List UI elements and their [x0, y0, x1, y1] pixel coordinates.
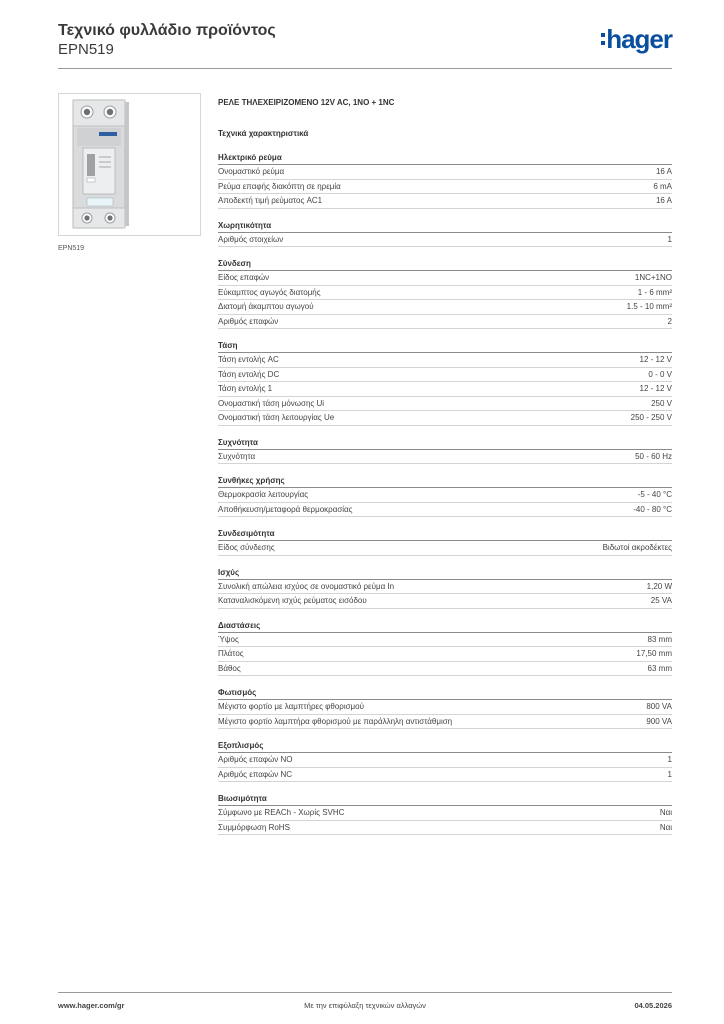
footer-notice: Με την επιφύλαξη τεχνικών αλλαγών — [304, 1001, 426, 1010]
spec-value: 1.5 - 10 mm² — [626, 302, 672, 311]
spec-section — [218, 686, 672, 729]
spec-row — [218, 271, 672, 286]
spec-value: 1 — [667, 234, 672, 244]
spec-row — [218, 753, 672, 768]
spec-section — [218, 619, 672, 677]
spec-section — [218, 527, 672, 556]
spec-row — [218, 300, 672, 315]
spec-value: 12 - 12 V — [639, 355, 672, 364]
spec-label: Συμμόρφωση RoHS — [218, 822, 290, 832]
page-header — [58, 20, 672, 69]
spec-label: Ονομαστική τάση λειτουργίας Ue — [218, 413, 335, 422]
image-caption: EPN519 — [58, 245, 85, 252]
spec-row — [218, 594, 672, 609]
spec-label: Ρεύμα επαφής διακόπτη σε ηρεμία — [218, 181, 341, 191]
contactor-device-icon — [59, 94, 200, 235]
spec-label: Τάση εντολής AC — [218, 355, 279, 364]
spec-row — [218, 821, 672, 836]
spec-row — [218, 382, 672, 397]
spec-value: 16 A — [655, 196, 672, 205]
section-title: Ηλεκτρικό ρεύμα — [218, 151, 672, 165]
spec-row — [218, 353, 672, 368]
spec-label: Θερμοκρασία λειτουργίας — [218, 490, 309, 499]
spec-row — [218, 450, 672, 465]
spec-label: Διατομή άκαμπτου αγωγού — [218, 302, 314, 311]
section-title: Συνθήκες χρήσης — [218, 474, 672, 488]
spec-label: Αποδεκτή τιμή ρεύματος AC1 — [218, 196, 323, 205]
spec-sections — [218, 151, 672, 835]
spec-row — [218, 503, 672, 518]
spec-value: 900 VA — [646, 716, 672, 726]
spec-section — [218, 739, 672, 782]
spec-label: Μέγιστο φορτίο με λαμπτήρες φθορισμού — [218, 702, 364, 711]
spec-row — [218, 647, 672, 662]
spec-value: 1 — [667, 769, 672, 779]
spec-row — [218, 700, 672, 715]
product-code: EPN519 — [58, 41, 114, 58]
spec-row — [218, 286, 672, 301]
spec-label: Βάθος — [218, 663, 241, 673]
spec-value: 16 A — [655, 167, 672, 176]
spec-value: 50 - 60 Hz — [635, 451, 672, 461]
spec-label: Αριθμός επαφών NC — [218, 769, 293, 779]
spec-value: 1 - 6 mm² — [637, 287, 672, 297]
spec-value: 83 mm — [647, 634, 672, 644]
spec-row — [218, 233, 672, 248]
spec-row — [218, 397, 672, 412]
spec-row — [218, 768, 672, 783]
spec-label: Τάση εντολής DC — [218, 369, 280, 379]
spec-label: Ύψος — [218, 634, 239, 644]
spec-label: Σύμφωνο με REACh - Χωρίς SVHC — [218, 808, 345, 817]
spec-label: Αποθήκευση/μεταφορά θερμοκρασίας — [218, 504, 353, 514]
spec-value: 63 mm — [647, 663, 672, 673]
spec-label: Καταναλισκόμενη ισχύς ρεύματος εισόδου — [218, 596, 367, 605]
spec-value: Ναι — [659, 808, 672, 817]
spec-row — [218, 368, 672, 383]
spec-label: Αριθμός επαφών NO — [218, 755, 293, 764]
spec-value: Βιδωτοί ακροδέκτες — [602, 543, 672, 552]
spec-row — [218, 165, 672, 180]
spec-row — [218, 806, 672, 821]
product-description: ΡΕΛΕ ΤΗΛΕΧΕΙΡΙΖΟΜΕΝΟ 12V AC, 1NO + 1NC — [218, 98, 395, 107]
spec-label: Είδος σύνδεσης — [218, 543, 275, 552]
section-title: Ισχύς — [218, 566, 672, 580]
section-title: Χωρητικότητα — [218, 219, 672, 233]
spec-content — [218, 98, 672, 845]
spec-value: 1 — [667, 755, 672, 764]
spec-section — [218, 257, 672, 329]
spec-label: Αριθμός επαφών — [218, 316, 279, 326]
spec-row — [218, 715, 672, 730]
spec-row — [218, 180, 672, 195]
spec-section — [218, 566, 672, 609]
spec-value: -40 - 80 °C — [633, 504, 672, 514]
footer-url: www.hager.com/gr — [58, 1001, 125, 1010]
spec-row — [218, 541, 672, 556]
logo-text: hager — [606, 24, 672, 54]
spec-value: -5 - 40 °C — [637, 490, 672, 499]
spec-section — [218, 474, 672, 517]
spec-label: Είδος επαφών — [218, 273, 270, 282]
section-title: Τάση — [218, 339, 672, 353]
spec-section — [218, 436, 672, 465]
section-title: Φωτισμός — [218, 686, 672, 700]
spec-row — [218, 488, 672, 503]
hager-logo — [601, 26, 672, 52]
spec-label: Συχνότητα — [218, 451, 256, 461]
spec-value: 6 mA — [653, 181, 672, 191]
spec-row — [218, 315, 672, 330]
spec-value: 1NC+1NO — [634, 273, 672, 282]
spec-value: 12 - 12 V — [639, 384, 672, 393]
section-title: Συχνότητα — [218, 436, 672, 450]
spec-section — [218, 219, 672, 248]
section-title: Εξοπλισμός — [218, 739, 672, 753]
spec-value: Ναι — [659, 822, 672, 832]
spec-label: Συνολική απώλεια ισχύος σε ονομαστικό ρεύμα In — [218, 581, 395, 591]
logo-dots-icon — [601, 28, 605, 50]
spec-row — [218, 411, 672, 426]
spec-label: Ονομαστική τάση μόνωσης Ui — [218, 398, 325, 408]
spec-label: Πλάτος — [218, 649, 244, 658]
page-footer — [58, 992, 672, 1010]
spec-label: Ονομαστικό ρεύμα — [218, 167, 285, 176]
spec-value: 25 VA — [650, 596, 672, 605]
spec-label: Τάση εντολής 1 — [218, 384, 273, 393]
section-title: Βιωσιμότητα — [218, 792, 672, 806]
spec-value: 2 — [667, 316, 672, 326]
section-title: Διαστάσεις — [218, 619, 672, 633]
spec-section — [218, 151, 672, 209]
document-title: Τεχνικό φυλλάδιο προϊόντος — [58, 22, 276, 39]
spec-row — [218, 662, 672, 677]
spec-row — [218, 633, 672, 648]
section-title: Συνδεσιμότητα — [218, 527, 672, 541]
spec-value: 1,20 W — [646, 581, 672, 591]
spec-value: 800 VA — [646, 702, 672, 711]
spec-value: 17,50 mm — [636, 649, 672, 658]
spec-section — [218, 339, 672, 426]
spec-label: Αριθμός στοιχείων — [218, 234, 284, 244]
footer-date: 04.05.2026 — [634, 1001, 672, 1010]
section-title: Σύνδεση — [218, 257, 672, 271]
spec-row — [218, 194, 672, 209]
spec-value: 250 V — [651, 398, 672, 408]
spec-value: 250 - 250 V — [630, 413, 672, 422]
spec-label: Μέγιστο φορτίο λαμπτήρα φθορισμού με παράλληλη αντιστάθμιση — [218, 716, 453, 726]
product-image — [58, 93, 201, 236]
spec-section — [218, 792, 672, 835]
tech-characteristics-title: Τεχνικά χαρακτηριστικά — [218, 129, 309, 138]
spec-row — [218, 580, 672, 595]
spec-label: Εύκαμπτος αγωγός διατομής — [218, 287, 321, 297]
spec-value: 0 - 0 V — [648, 369, 672, 379]
